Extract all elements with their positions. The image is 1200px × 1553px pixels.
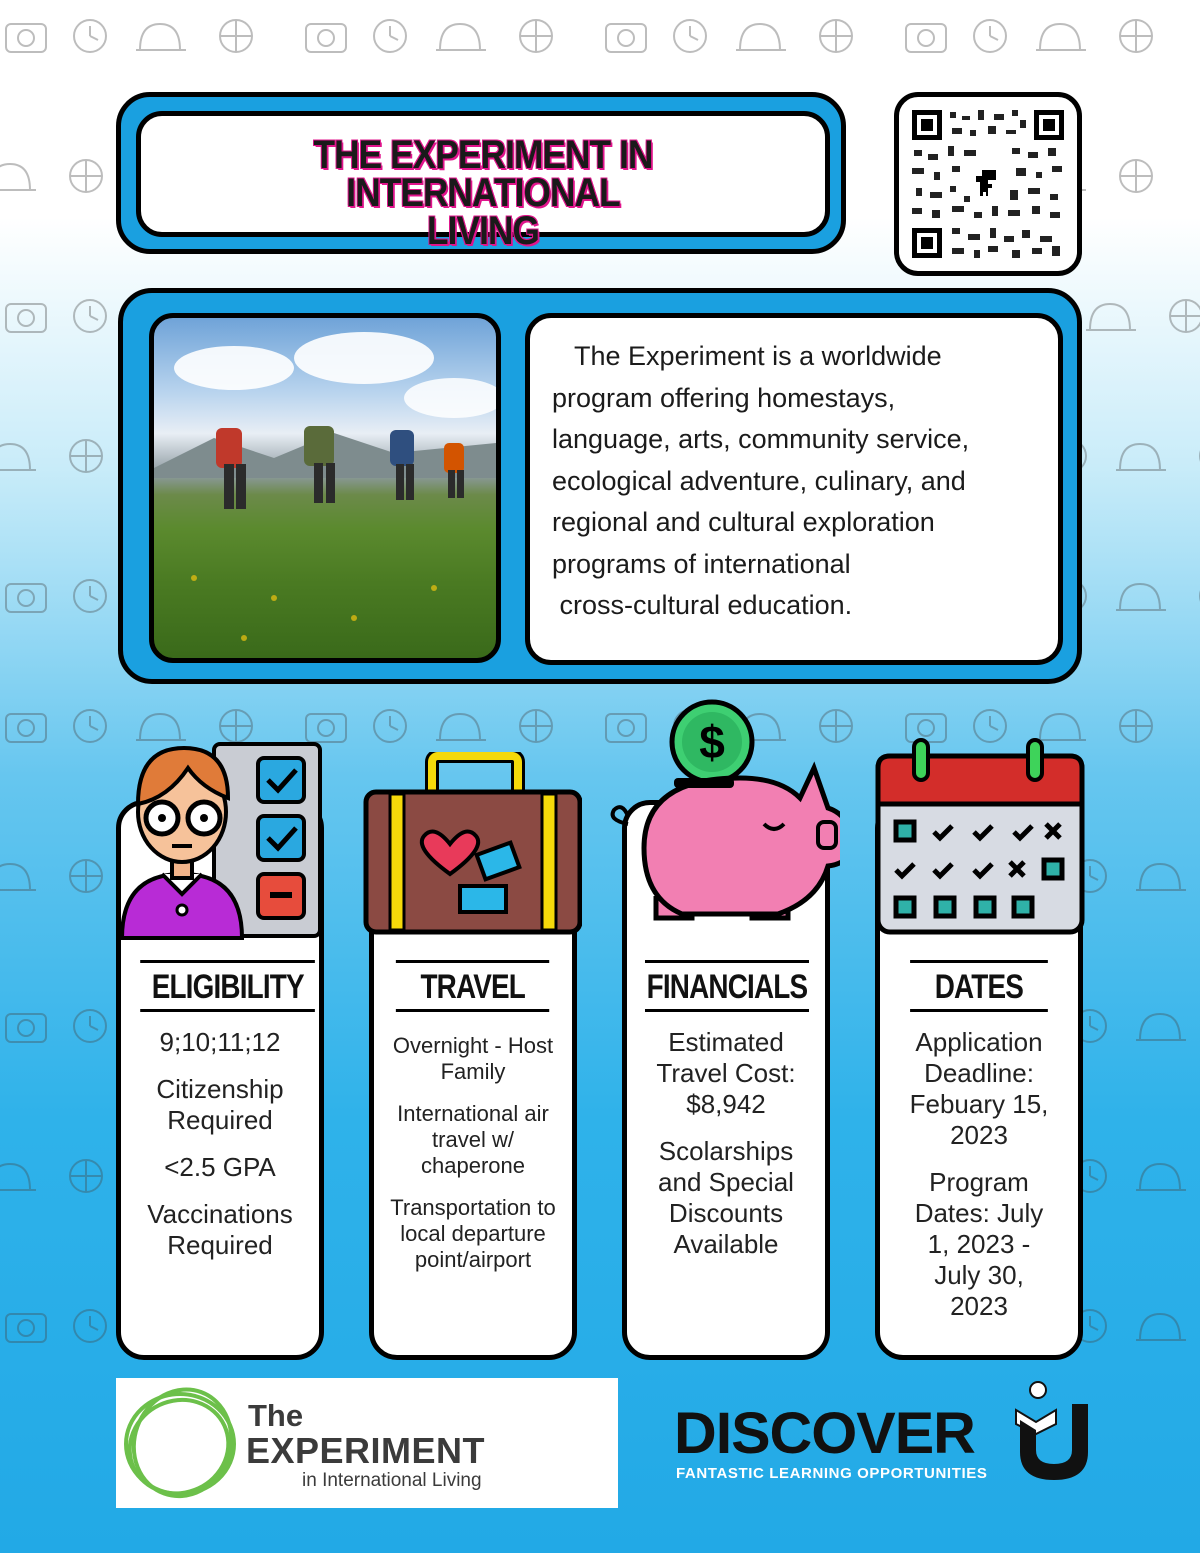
dates-details — [886, 1027, 1072, 1338]
coin-dollar-symbol: $ — [699, 716, 725, 768]
eligibility-heading: ELIGIBILITY — [140, 960, 315, 1012]
intro-description — [552, 336, 1022, 627]
eligibility-details — [127, 1027, 313, 1277]
qr-code-image — [908, 106, 1068, 262]
dates-application-deadline: Application Deadline: Febuary 15, 2023 — [909, 1027, 1049, 1150]
title-frame — [116, 92, 846, 254]
intro-line: regional and cultural exploration — [552, 507, 935, 537]
experiment-circle-icon — [120, 1384, 240, 1504]
discover-logo-main: DISCOVER — [674, 1401, 975, 1466]
discover-logo-sub: FANTASTIC LEARNING OPPORTUNITIES — [676, 1465, 988, 1482]
hikers-photo — [149, 313, 501, 663]
hikers-photo-illustration — [154, 318, 496, 658]
piggy-bank-icon — [604, 698, 840, 928]
travel-overnight: Overnight - Host Family — [392, 1033, 554, 1084]
travel-air: International air travel w/ chaperone — [397, 1101, 549, 1178]
dates-heading: DATES — [910, 960, 1048, 1012]
qr-code[interactable] — [894, 92, 1082, 276]
experiment-logo[interactable] — [116, 1378, 618, 1508]
eligibility-grades: 9;10;11;12 — [159, 1027, 281, 1057]
intro-frame — [118, 288, 1082, 684]
page-title — [182, 133, 784, 253]
intro-line: language, arts, community service, — [552, 424, 970, 454]
intro-line: program offering homestays, — [552, 382, 896, 413]
eligibility-gpa: <2.5 GPA — [164, 1152, 276, 1182]
eligibility-citizenship: Citizenship Required — [156, 1074, 284, 1135]
eligibility-vaccinations: Vaccinations Required — [147, 1199, 293, 1260]
financials-cost: Estimated Travel Cost: $8,942 — [656, 1027, 796, 1119]
page-title-line2: LIVING — [426, 209, 540, 253]
financials-scholarships: Scolarships and Special Discounts Available — [658, 1136, 794, 1259]
dates-program-dates: Program Dates: July 1, 2023 - July 30, 2023 — [914, 1167, 1044, 1321]
suitcase-icon — [362, 752, 582, 942]
experiment-logo-the: The — [248, 1398, 304, 1433]
intro-line: ecological adventure, culinary, and — [552, 465, 966, 496]
title-panel — [136, 111, 830, 253]
travel-heading: TRAVEL — [396, 960, 550, 1012]
financials-details — [633, 1027, 819, 1276]
intro-line: The Experiment is a worldwide — [552, 341, 942, 371]
experiment-logo-main: EXPERIMENT — [246, 1430, 486, 1471]
intro-description-panel — [525, 313, 1063, 665]
discover-u-icon — [1012, 1380, 1094, 1484]
financials-heading: FINANCIALS — [645, 960, 809, 1012]
intro-line: programs of international — [552, 548, 851, 579]
travel-transportation: Transportation to local departure point/airport — [390, 1195, 556, 1272]
travel-details — [380, 1033, 566, 1289]
page-title-line1: THE EXPERIMENT IN INTERNATIONAL — [313, 133, 653, 215]
experiment-logo-sub: in International Living — [302, 1470, 482, 1491]
calendar-icon — [874, 736, 1086, 936]
student-checklist-icon — [116, 740, 326, 940]
intro-line: cross-cultural education. — [552, 590, 853, 620]
